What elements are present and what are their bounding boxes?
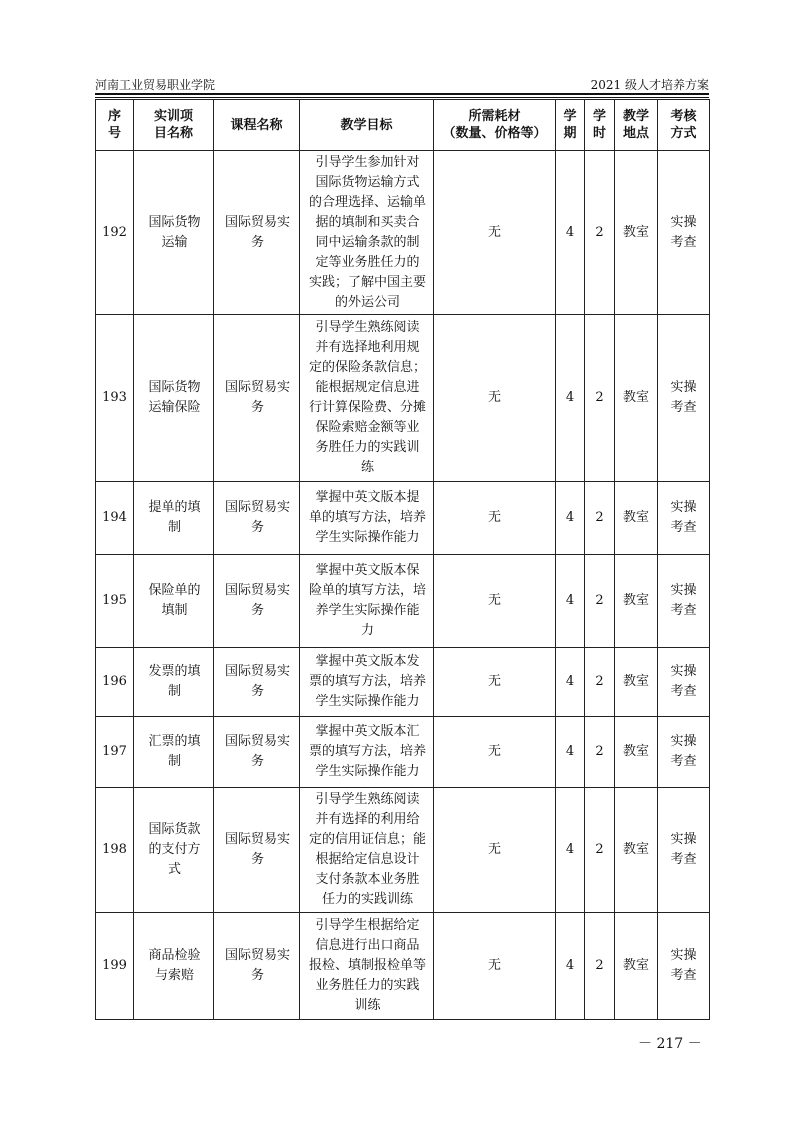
table-row [96, 315, 710, 482]
materials: 无 [434, 788, 556, 913]
materials: 无 [434, 315, 556, 482]
course-name: 国际贸易实 务 [214, 648, 300, 717]
course-name: 国际贸易实 务 [214, 151, 300, 315]
row-number: 198 [96, 788, 134, 913]
col-hours-header: 学 时 [585, 100, 615, 151]
materials: 无 [434, 151, 556, 315]
teaching-goal: 掌握中英文版本发 票的填写方法，培养 学生实际操作能力 [300, 648, 434, 717]
col-project-header: 实训项 目名称 [134, 100, 214, 151]
table-row [96, 151, 710, 315]
assessment-method: 实操 考查 [658, 913, 710, 1020]
col-place-header: 教学 地点 [615, 100, 658, 151]
term: 4 [556, 482, 585, 555]
hours: 2 [585, 151, 615, 315]
document-title: 2021 级人才培养方案 [590, 78, 709, 92]
assessment-method: 实操 考查 [658, 315, 710, 482]
course-name: 国际贸易实 务 [214, 717, 300, 788]
assessment-method: 实操 考查 [658, 151, 710, 315]
table-row [96, 482, 710, 555]
table-row [96, 788, 710, 913]
col-goal-header: 教学目标 [300, 100, 434, 151]
institution-name: 河南工业贸易职业学院 [95, 78, 216, 92]
row-number: 197 [96, 717, 134, 788]
term: 4 [556, 648, 585, 717]
col-assess-header: 考核 方式 [658, 100, 710, 151]
header-rule [95, 93, 709, 95]
hours: 2 [585, 482, 615, 555]
project-name: 保险单的 填制 [134, 555, 214, 648]
row-number: 196 [96, 648, 134, 717]
col-no-header: 序 号 [96, 100, 134, 151]
row-number: 194 [96, 482, 134, 555]
assessment-method: 实操 考查 [658, 482, 710, 555]
teaching-goal: 引导学生熟练阅读 并有选择地利用规 定的保险条款信息； 能根据规定信息进 行计算保险费、分摊 保险索赔金额等业 务胜任力的实践训 练 [300, 315, 434, 482]
col-term-header: 学 期 [556, 100, 585, 151]
hours: 2 [585, 913, 615, 1020]
term: 4 [556, 315, 585, 482]
term: 4 [556, 788, 585, 913]
assessment-method: 实操 考查 [658, 648, 710, 717]
row-number: 199 [96, 913, 134, 1020]
table-row [96, 555, 710, 648]
teaching-goal: 掌握中英文版本汇 票的填写方法，培养 学生实际操作能力 [300, 717, 434, 788]
teaching-place: 教室 [615, 555, 658, 648]
teaching-goal: 引导学生参加针对 国际货物运输方式 的合理选择、运输单 据的填制和买卖合 同中运输条款的制 定等业务胜任力的 实践；了解中国主要 的外运公司 [300, 151, 434, 315]
project-name: 国际货款 的支付方 式 [134, 788, 214, 913]
page-header [95, 74, 709, 94]
course-name: 国际贸易实 务 [214, 315, 300, 482]
project-name: 汇票的填 制 [134, 717, 214, 788]
term: 4 [556, 913, 585, 1020]
col-course-header: 课程名称 [214, 100, 300, 151]
term: 4 [556, 555, 585, 648]
hours: 2 [585, 555, 615, 648]
hours: 2 [585, 717, 615, 788]
teaching-place: 教室 [615, 315, 658, 482]
teaching-goal: 引导学生熟练阅读 并有选择的利用给 定的信用证信息；能 根据给定信息设计 支付条款本业务胜 任力的实践训练 [300, 788, 434, 913]
teaching-goal: 引导学生根据给定 信息进行出口商品 报检、填制报检单等 业务胜任力的实践 训练 [300, 913, 434, 1020]
course-name: 国际贸易实 务 [214, 482, 300, 555]
materials: 无 [434, 913, 556, 1020]
teaching-goal: 掌握中英文版本保 险单的填写方法，培 养学生实际操作能 力 [300, 555, 434, 648]
teaching-place: 教室 [615, 788, 658, 913]
row-number: 195 [96, 555, 134, 648]
table-header-row [96, 100, 710, 151]
teaching-place: 教室 [615, 151, 658, 315]
project-name: 国际货物 运输保险 [134, 315, 214, 482]
header-rule-thin [95, 97, 709, 98]
assessment-method: 实操 考查 [658, 717, 710, 788]
assessment-method: 实操 考查 [658, 555, 710, 648]
row-number: 192 [96, 151, 134, 315]
col-materials-header: 所需耗材 （数量、价格等） [434, 100, 556, 151]
course-name: 国际贸易实 务 [214, 788, 300, 913]
page-number: － 217 － [638, 1036, 702, 1052]
project-name: 提单的填 制 [134, 482, 214, 555]
materials: 无 [434, 555, 556, 648]
teaching-goal: 掌握中英文版本提 单的填写方法，培养 学生实际操作能力 [300, 482, 434, 555]
materials: 无 [434, 482, 556, 555]
materials: 无 [434, 648, 556, 717]
hours: 2 [585, 315, 615, 482]
assessment-method: 实操 考查 [658, 788, 710, 913]
project-name: 商品检验 与索赔 [134, 913, 214, 1020]
project-name: 国际货物 运输 [134, 151, 214, 315]
term: 4 [556, 717, 585, 788]
materials: 无 [434, 717, 556, 788]
teaching-place: 教室 [615, 913, 658, 1020]
table-row [96, 648, 710, 717]
term: 4 [556, 151, 585, 315]
hours: 2 [585, 788, 615, 913]
course-name: 国际贸易实 务 [214, 913, 300, 1020]
project-name: 发票的填 制 [134, 648, 214, 717]
teaching-place: 教室 [615, 482, 658, 555]
teaching-place: 教室 [615, 717, 658, 788]
hours: 2 [585, 648, 615, 717]
teaching-place: 教室 [615, 648, 658, 717]
row-number: 193 [96, 315, 134, 482]
table-row [96, 717, 710, 788]
training-table [95, 99, 710, 1020]
table-row [96, 913, 710, 1020]
course-name: 国际贸易实 务 [214, 555, 300, 648]
